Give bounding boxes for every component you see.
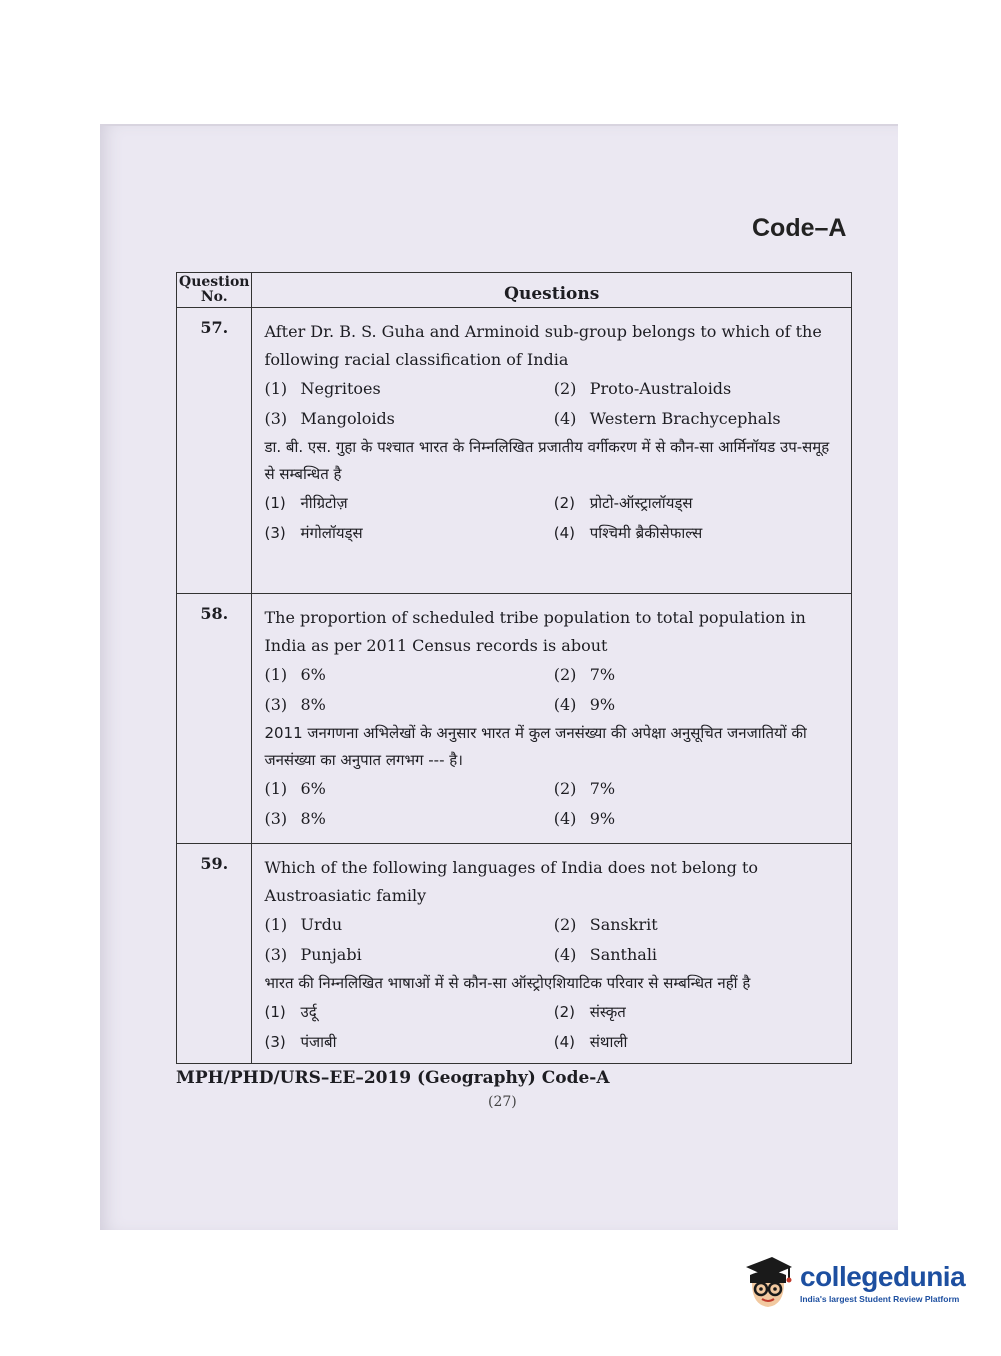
table-header-row — [177, 273, 852, 308]
option: (3) Punjabi — [264, 945, 362, 964]
question-text-en: Which of the following languages of India does not belong to Austroasiatic family — [264, 858, 759, 905]
question-text-hi: डा. बी. एस. गुहा के पश्चात भारत के निम्नलिखित प्रजातीय वर्गीकरण में से कौन-सा आर्मिनॉयड उप-समूह से सम्बन्धित है — [264, 438, 830, 483]
option: (4) Western Brachycephals — [553, 409, 781, 428]
question-no-header: Question No. — [177, 273, 252, 308]
question-body — [252, 844, 852, 1064]
option: (3) मंगोलॉयड्स — [264, 524, 363, 542]
questions-table — [176, 272, 852, 1064]
option: (4) संथाली — [553, 1033, 628, 1051]
option: (2) 7% — [553, 665, 616, 684]
collegedunia-logo[interactable] — [742, 1248, 972, 1318]
option: (2) प्रोटो-ऑस्ट्रालॉयड्स — [553, 494, 693, 512]
option: (4) 9% — [553, 809, 616, 828]
option: (3) 8% — [264, 809, 326, 828]
exam-code-footer: MPH/PHD/URS–EE–2019 (Geography) Code-A — [176, 1068, 610, 1088]
question-text-en: After Dr. B. S. Guha and Arminoid sub-group belongs to which of the following racial classification of India — [264, 322, 822, 369]
questions-header: Questions — [252, 273, 852, 308]
options-hi — [264, 997, 843, 1057]
option: (1) 6% — [264, 665, 326, 684]
options-hi — [264, 488, 843, 548]
options-en — [264, 660, 843, 720]
option: (1) Urdu — [264, 915, 343, 934]
option: (4) 9% — [553, 695, 616, 714]
option: (2) संस्कृत — [553, 1003, 626, 1021]
option: (3) पंजाबी — [264, 1033, 337, 1051]
question-text-hi: 2011 जनगणना अभिलेखों के अनुसार भारत में कुल जनसंख्या की अपेक्षा अनुसूचित जनजातियों की जनसंख्या का अनुपात लगभग --- है। — [264, 724, 807, 769]
question-number: 59. — [177, 844, 252, 1064]
question-row — [177, 308, 852, 594]
option: (1) 6% — [264, 779, 326, 798]
question-row — [177, 594, 852, 844]
question-text-hi: भारत की निम्नलिखित भाषाओं में से कौन-सा ऑस्ट्रोएशियाटिक परिवार से सम्बन्धित नहीं है — [264, 974, 751, 992]
option: (1) उर्दू — [264, 1003, 317, 1021]
option: (2) 7% — [553, 779, 616, 798]
question-number: 58. — [177, 594, 252, 844]
options-en — [264, 374, 843, 434]
option: (4) Santhali — [553, 945, 658, 964]
logo-name: collegedunia — [800, 1261, 966, 1292]
option: (4) पश्चिमी ब्रैकीसेफाल्स — [553, 524, 703, 542]
logo-text — [800, 1262, 965, 1304]
question-text-en: The proportion of scheduled tribe population to total population in India as per 2011 Census records is about — [264, 608, 806, 655]
option: (2) Proto-Australoids — [553, 379, 732, 398]
options-en — [264, 910, 843, 970]
option: (1) Negritoes — [264, 379, 381, 398]
logo-tagline: India's largest Student Review Platform — [800, 1294, 960, 1304]
question-number: 57. — [177, 308, 252, 594]
option: (1) नीग्रिटोज़ — [264, 494, 348, 512]
page-number: (27) — [488, 1094, 517, 1110]
question-body — [252, 308, 852, 594]
option: (3) Mangoloids — [264, 409, 395, 428]
student-mascot-icon — [742, 1253, 794, 1313]
question-body — [252, 594, 852, 844]
options-hi — [264, 774, 843, 834]
question-row — [177, 844, 852, 1064]
option: (2) Sanskrit — [553, 915, 658, 934]
option: (3) 8% — [264, 695, 326, 714]
code-header: Code–A — [752, 214, 847, 242]
